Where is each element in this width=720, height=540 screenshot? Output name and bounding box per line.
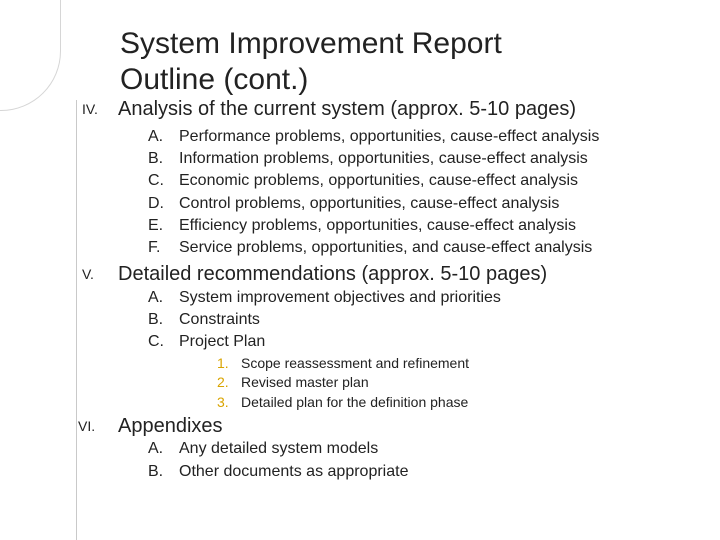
decorative-vertical-line <box>76 100 77 540</box>
section-numeral-iv: IV. <box>82 101 98 117</box>
list-item-text: Control problems, opportunities, cause-effect analysis <box>179 195 560 212</box>
subitem-number: 1. <box>217 355 229 371</box>
slide-title <box>120 26 502 98</box>
section-heading-vi: Appendixes <box>118 415 223 437</box>
list-item <box>148 311 260 329</box>
list-item-letter: E. <box>148 217 164 234</box>
list-item-letter: B. <box>148 150 164 167</box>
list-item-text: Project Plan <box>179 333 266 350</box>
section-numeral-v: V. <box>82 266 94 282</box>
list-item-text: Information problems, opportunities, cause-effect analysis <box>179 150 588 167</box>
list-item <box>148 333 265 351</box>
subitem-text: Scope reassessment and refinement <box>241 355 470 371</box>
list-item-text: Constraints <box>179 311 260 328</box>
subitem-number: 3. <box>217 394 229 410</box>
list-item-letter: A. <box>148 289 164 306</box>
list-item <box>148 440 378 458</box>
list-item-text: Other documents as appropriate <box>179 463 409 480</box>
list-item <box>148 217 576 235</box>
list-item-text: Any detailed system models <box>179 440 379 457</box>
list-item-letter: F. <box>148 239 161 256</box>
list-item-text: Economic problems, opportunities, cause-effect analysis <box>179 172 579 189</box>
list-item-letter: B. <box>148 311 164 328</box>
numbered-subitem <box>217 394 468 410</box>
section-heading-v: Detailed recommendations (approx. 5-10 pages) <box>118 263 548 285</box>
section-heading-iv: Analysis of the current system (approx. 5-10 pages) <box>118 98 576 120</box>
list-item <box>148 463 408 481</box>
title-line-1: System Improvement Report <box>120 27 502 60</box>
numbered-subitem <box>217 355 469 371</box>
title-line-2: Outline (cont.) <box>120 63 309 96</box>
section-numeral-vi: VI. <box>78 418 96 434</box>
list-item-text: Performance problems, opportunities, cause-effect analysis <box>179 128 600 145</box>
list-item-text: System improvement objectives and priorities <box>179 289 501 306</box>
list-item <box>148 239 592 257</box>
list-item-letter: D. <box>148 195 164 212</box>
list-item <box>148 128 599 146</box>
decorative-corner-curve <box>0 0 61 111</box>
list-item <box>148 150 588 168</box>
numbered-subitem <box>217 374 369 390</box>
list-item-letter: A. <box>148 128 164 145</box>
subitem-number: 2. <box>217 374 229 390</box>
list-item-text: Efficiency problems, opportunities, cause-effect analysis <box>179 217 576 234</box>
list-item-letter: B. <box>148 463 164 480</box>
list-item <box>148 289 501 307</box>
list-item <box>148 172 578 190</box>
list-item <box>148 195 559 213</box>
list-item-letter: C. <box>148 172 164 189</box>
list-item-text: Service problems, opportunities, and cause-effect analysis <box>179 239 593 256</box>
subitem-text: Detailed plan for the definition phase <box>241 394 469 410</box>
list-item-letter: A. <box>148 440 164 457</box>
subitem-text: Revised master plan <box>241 374 369 390</box>
list-item-letter: C. <box>148 333 164 350</box>
